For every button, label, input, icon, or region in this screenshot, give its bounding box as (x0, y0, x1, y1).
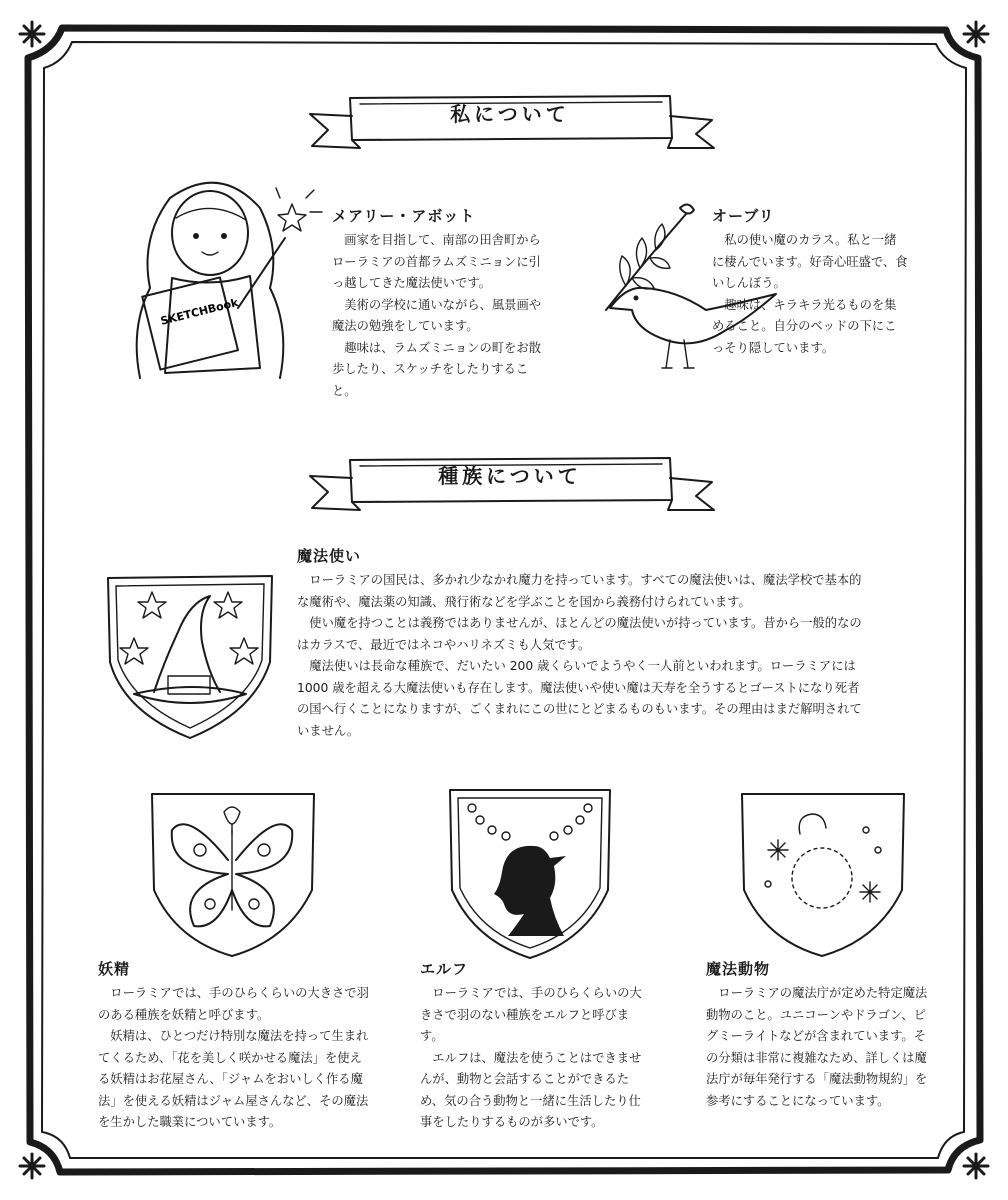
elf-paragraph: エルフは、魔法を使うことはできませんが、動物と会話することができるため、気の合う動物と一緒に生活したり仕事をしたりするものが多いです。 (420, 1050, 642, 1129)
banner-races (300, 448, 720, 518)
familiar-name: オーブリ (712, 207, 775, 225)
profile-paragraph: 趣味は、ラムズミニョンの町をお散歩したり、スケッチをしたりすること。 (332, 340, 541, 398)
creature-shield-icon (738, 790, 908, 960)
sketchbook-label: SKETCHBook (159, 295, 240, 328)
fairy-title: 妖精 (98, 960, 131, 978)
elf-paragraph: ローラミアでは、手のひらくらいの大きさで羽のない種族をエルフと呼びます。 (420, 986, 642, 1043)
wizard-title: 魔法使い (297, 547, 362, 565)
banner-about-me (300, 86, 720, 156)
elf-title: エルフ (420, 960, 469, 978)
elf-block (420, 958, 652, 1134)
girl-illustration-icon (110, 168, 330, 398)
banner-title: 私について (450, 102, 570, 126)
wizard-block (297, 545, 863, 742)
familiar-paragraph: 趣味は、キラキラ光るものを集めること。自分のベッドの下にこっそり隠しています。 (712, 297, 897, 355)
creature-title: 魔法動物 (706, 960, 771, 978)
wizard-paragraph: 使い魔を持つことは義務ではありませんが、ほとんどの魔法使いが持っています。昔から一般的なのはカラスで、最近ではネコやハリネズミも人気です。 (297, 616, 862, 652)
profile-block (332, 205, 552, 402)
fairy-paragraph: 妖精は、ひとつだけ特別な魔法を持って生まれてくるため、「花を美しく咲かせる魔法」を使える妖精はお花屋さん、「ジャムをおいしく作る魔法」を使える妖精はジャム屋さんなど、その魔法を生かした職業についています。 (98, 1029, 369, 1129)
wizard-shield-icon (104, 572, 276, 742)
wizard-paragraph: 魔法使いは長命な種族で、だいたい 200 歳くらいでようやく一人前といわれます。ローラミアには 1000 歳を超える大魔法使いも存在します。魔法使いや使い魔は天寿を全うするとゴーストになり死者の国へ行くことになりますが、ごくまれにこの世にとどまるものもいます。その理由はまだ解明されていません。 (297, 659, 862, 738)
familiar-block (712, 205, 908, 359)
fairy-block (98, 958, 370, 1134)
creature-paragraph: ローラミアの魔法庁が定めた特定魔法動物のこと。ユニコーンやドラゴン、ピグミーライトなどが含まれています。その分類は非常に複雑なため、詳しくは魔法庁が毎年発行する「魔法動物規約」を参考にすることになっています。 (706, 986, 928, 1108)
elf-shield-icon (446, 786, 614, 962)
fairy-paragraph: ローラミアでは、手のひらくらいの大きさで羽のある種族を妖精と呼びます。 (98, 986, 369, 1022)
wizard-paragraph: ローラミアの国民は、多かれ少なかれ魔力を持っています。すべての魔法使いは、魔法学校で基本的な魔術や、魔法薬の知識、飛行術などを学ぶことを国から義務付けられています。 (297, 573, 862, 609)
familiar-paragraph: 私の使い魔のカラス。私と一緒に棲んでいます。好奇心旺盛で、食いしんぼう。 (712, 233, 908, 290)
profile-paragraph: 画家を目指して、南部の田舎町からローラミアの首都ラムズミニョンに引っ越してきた魔法使いです。 (332, 233, 541, 290)
profile-paragraph: 美術の学校に通いながら、風景画や魔法の勉強をしています。 (332, 297, 542, 333)
banner-title: 種族について (438, 464, 582, 488)
creature-block (706, 958, 938, 1112)
profile-name: メアリー・アボット (332, 207, 476, 225)
fairy-shield-icon (148, 790, 318, 960)
